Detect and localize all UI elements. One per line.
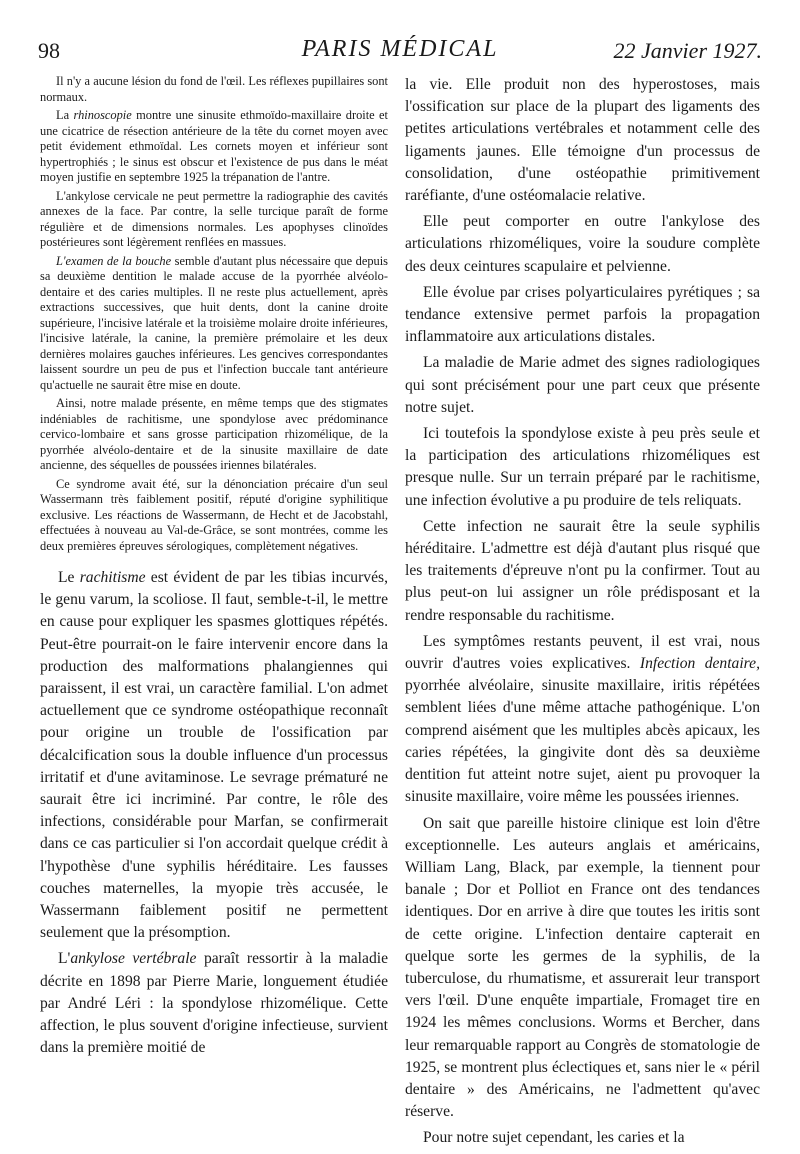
paragraph [405, 282, 760, 349]
italic-term: L' [56, 253, 66, 268]
paragraph [405, 211, 760, 278]
text-run: Ce syndrome avait été, sur la dénonciation précaire d'un seul Wassermann très faiblement positif, réputé d'origine syphilitique exclusive. Les réactions de Wassermann, de Hecht et de Jacobstahl, effectuées à nouveau au Val-de-Grâce, se sont montrées, comme les deux premières épreuves sérologiques, complètement négatives. [40, 476, 388, 553]
text-run: est évident de par les tibias incurvés, le genu varum, la scoliose. Il faut, semble-t-il, le mettre en cause pour expliquer les spasmes glottiques répétés. Peut-être pourrait-on le faire intervenir encore dans la production des malformations phalangiennes qui paraissent, il est vrai, un caractère familial. L'on admet actuellement que ce syndrome ostéopathique reconnaît pour origine un trouble de l'ossification par décalcification sous la double influence d'un processus irritatif et d'une avitaminose. Le sevrage prématuré ne saurait être ici incriminé. Par contre, le rôle des infections, considérable pour Marfan, se confirmerait dans ce cas particulier si l'on accordait quelque crédit à l'hypothèse d'une syphilis héréditaire. Les fausses couches maternelles, la myopie très accusée, le Wassermann faiblement positif ne permettent seulement que la présomption. [40, 569, 388, 942]
journal-title: PARIS MÉDICAL [301, 36, 499, 62]
discussion-text [40, 567, 388, 1059]
italic-term: examen de la bouche [65, 253, 172, 268]
case-report-small-text [40, 74, 388, 554]
text-run: paraît ressortir à la maladie décrite en 1898 par Pierre Marie, longuement étudiée par André Léri : la spondylose rhizomélique. Cette affection, le plus souvent d'origine infectieuse, survient dans la première moitié de [40, 950, 388, 1057]
paragraph [405, 1127, 760, 1149]
text-run: On sait que pareille histoire clinique est loin d'être exceptionnelle. Les auteurs anglais et américains, William Lang, Black, par exemple, la tiennent pour banale ; Dor et Polliot en France ont des tendances identiques. Dor en arrive à dire que toutes les iritis sont de cette origine. L'infection dentaire capterait en quelque sorte les germes de la syphilis, de la tuberculose, du rhumatisme, et assurerait leur transport vers l'œil. D'une enquête impartiale, Fromaget tire en 1924 les mêmes conclusions. Worms et Bercher, dans leur remarquable rapport au Congrès de stomatologie de 1925, se montrent plus éclectiques et, sans nier le « péril dentaire » des Américains, ne l'admettent qu'avec réserve. [405, 814, 760, 1121]
paragraph [40, 396, 388, 474]
discussion-text-continued [405, 74, 760, 1150]
text-run: la vie. Elle produit non des hyperostoses, mais l'ossification sur place de la plupart des ligaments des petites articulations vertébrales et notamment celle des ligaments jaunes. Elle témoigne d'un processus de consolidation, d'une ostéopathie primitivement raréfiante, d'une ostéomalacie relative. [405, 76, 760, 205]
text-run: Le [58, 569, 80, 586]
left-column [40, 74, 388, 1063]
issue-date: 22 Janvier 1927. [613, 38, 762, 63]
paragraph [405, 631, 760, 809]
text-run: L' [58, 950, 71, 968]
paragraph [40, 477, 388, 555]
text-run: Il n'y a aucune lésion du fond de l'œil. Les réflexes pupillaires sont normaux. [40, 74, 388, 104]
paragraph [405, 813, 760, 1124]
text-run: Les symptômes restants peuvent, il est vrai, nous ouvrir d'autres voies explicatives. [405, 632, 760, 673]
text-run: Ici toutefois la spondylose existe à peu près seule et la participation des articulations rhizoméliques est presque nulle. Sur un terrain préparé par le rachitisme, une infection évolutive a pu produire de tels reliquats. [405, 425, 760, 509]
italic-term: rachitisme [79, 569, 146, 586]
paragraph [40, 567, 388, 944]
section-gap [40, 557, 388, 567]
text-run: pyorrhée alvéolaire, sinusite maxillaire, iritis répétées semblent liées d'une même attache pathogénique. L'on comprend aisément que les multiples abcès apicaux, les caries répétées, la gingivite dont dès sa deuxième dentition fut atteint notre sujet, aient pu provoquer la sinusite maxillaire, voire même les poussées iriennes. [405, 677, 760, 806]
paragraph [40, 108, 388, 186]
text-run: Pour notre sujet cependant, les caries et la [423, 1129, 685, 1147]
paragraph [40, 948, 388, 1059]
page-number: 98 [38, 38, 60, 63]
paragraph [405, 74, 760, 207]
paragraph [40, 254, 388, 394]
text-run: L'ankylose cervicale ne peut permettre la radiographie des cavités annexes de la face. Par contre, la selle turcique paraît de forme régulière et de dimensions normales. Les apophyses clinoïdes postérieures sont légèrement renflées en massues. [40, 188, 388, 249]
italic-term: Infection dentaire, [639, 655, 760, 673]
text-run: Cette infection ne saurait être la seule syphilis héréditaire. L'admettre est déjà d'autant plus risqué que les traitements d'épreuve n'ont pu la confirmer. Tout au plus peut-on lui assigner un rôle prédisposant et la rendre responsable du rachitisme. [405, 517, 760, 624]
text-run: Elle évolue par crises polyarticulaires pyrétiques ; sa tendance extensive permet parfois la propagation inflammatoire aux articulations distales. [405, 283, 760, 346]
running-header [38, 36, 762, 70]
paragraph [40, 74, 388, 105]
text-run: Elle peut comporter en outre l'ankylose des articulations rhizoméliques, voire la soudure complète des deux ceintures scapulaire et pelvienne. [405, 213, 760, 275]
paragraph [40, 189, 388, 251]
paragraph [405, 423, 760, 512]
paragraph [405, 352, 760, 419]
text-run: montre une sinusite ethmoïdo-maxillaire droite et une cicatrice de résection antérieure de la tête du cornet moyen avec petit évidement ethmoïdal. Les cornets moyen et inférieur sont hypertrophiés ; le sinus est obscur et l'existence de pus dans le méat moyen justifie en septembre 1925 la trépanation de l'antre. [40, 108, 388, 184]
text-run: La maladie de Marie admet des signes radiologiques qui sont précisément pour une part ceux que présente notre sujet. [405, 354, 760, 416]
italic-term: ankylose vertébrale [70, 950, 197, 968]
text-run: Ainsi, notre malade présente, en même temps que des stigmates indéniables de rachitisme, une spondylose avec prédominance cervico-lombaire et sans grosse participation rhizomélique, de la pyorrhée alvéolo-dentaire et de la sinusite maxillaire de date ancienne, des séquelles de poussées iriennes bilatérales. [40, 396, 388, 472]
right-column [405, 74, 760, 1154]
paragraph [405, 516, 760, 627]
text-run: semble d'autant plus nécessaire que depuis sa deuxième dentition le malade accuse de la pyorrhée alvéolo-dentaire et des caries multiples. Il ne reste plus actuellement, après extractions successives, que huit dents, dont la canine droite supérieure, l'incisive latérale et la troisième molaire droite inférieures, l'incisive latérale, la canine, la première prémolaire et les deux dernières molaires gauches inférieures. Les gencives correspondantes laissent sourdre un peu de pus et l'infection buccale tant antérieure qu'actuelle ne saurait être mise en doute. [40, 253, 389, 392]
italic-term: rhinoscopie [73, 108, 132, 122]
text-run: La [56, 108, 74, 122]
